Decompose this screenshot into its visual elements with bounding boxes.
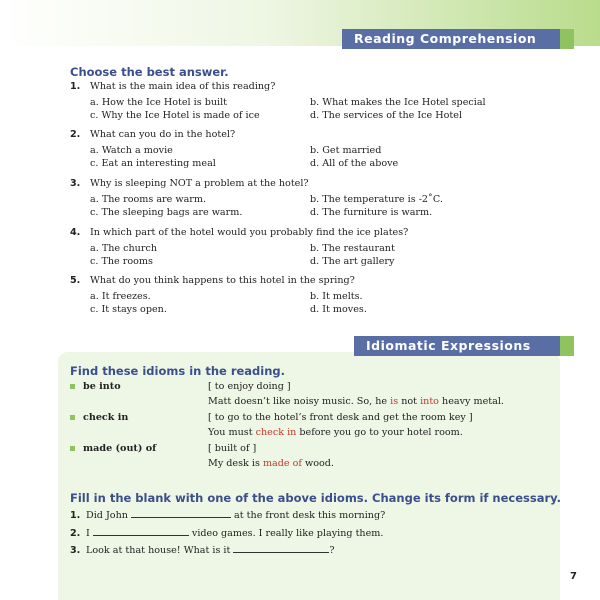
- bullet-icon: [70, 384, 75, 389]
- fill-text: Look at that house! What is it: [86, 545, 234, 556]
- question-text: What can you do in the hotel?: [90, 129, 236, 140]
- question-number: 3.: [70, 178, 81, 189]
- question-number: 4.: [70, 227, 81, 238]
- question-3: [70, 178, 550, 218]
- idiom-definition: [ to go to the hotel’s front desk and get the room key ]: [208, 412, 473, 423]
- option-d[interactable]: d. The furniture is warm.: [310, 207, 433, 218]
- fill-instruction: Fill in the blank with one of the above idioms. Change its form if necessary.: [70, 491, 561, 505]
- question-5: [70, 275, 550, 315]
- fill-text: at the front desk this morning?: [230, 510, 386, 521]
- option-d[interactable]: d. All of the above: [310, 158, 399, 169]
- example-text: Matt doesn’t like noisy music. So, he: [208, 396, 391, 407]
- banner-tab: [560, 29, 574, 49]
- fill-item-2: [70, 526, 383, 539]
- example-text: before you go to your hotel room.: [296, 427, 463, 438]
- fill-blank[interactable]: [233, 543, 329, 553]
- option-d[interactable]: d. The services of the Ice Hotel: [310, 110, 463, 121]
- option-b[interactable]: b. The restaurant: [310, 243, 395, 254]
- example-text: heavy metal.: [438, 396, 504, 407]
- example-text: not: [398, 396, 421, 407]
- example-highlight: made of: [262, 458, 302, 469]
- option-d[interactable]: d. The art gallery: [310, 256, 395, 267]
- question-2: [70, 129, 550, 169]
- question-text: Why is sleeping NOT a problem at the hotel?: [90, 178, 309, 189]
- fill-item-3: [70, 543, 335, 556]
- option-c[interactable]: c. The sleeping bags are warm.: [90, 207, 243, 218]
- option-b[interactable]: b. Get married: [310, 145, 382, 156]
- fill-text: ?: [329, 545, 335, 556]
- fill-number: 2.: [70, 528, 81, 539]
- idiom-example: [208, 396, 538, 407]
- question-number: 2.: [70, 129, 81, 140]
- idiom-term: check in: [83, 412, 129, 423]
- question-1: [70, 81, 550, 121]
- option-a[interactable]: a. Watch a movie: [90, 145, 173, 156]
- idiom-example: [208, 427, 538, 438]
- banner-tab: [560, 336, 574, 356]
- reading-instruction: Choose the best answer.: [70, 65, 229, 79]
- example-highlight: is: [390, 396, 399, 407]
- example-highlight: into: [420, 396, 439, 407]
- option-a[interactable]: a. It freezes.: [90, 291, 151, 302]
- fill-blank[interactable]: [131, 508, 231, 518]
- fill-item-1: [70, 508, 385, 521]
- fill-blank[interactable]: [93, 526, 189, 536]
- reading-comprehension-banner: Reading Comprehension: [342, 29, 562, 49]
- option-d[interactable]: d. It moves.: [310, 304, 367, 315]
- question-number: 5.: [70, 275, 81, 286]
- option-c[interactable]: c. It stays open.: [90, 304, 167, 315]
- option-b[interactable]: b. It melts.: [310, 291, 363, 302]
- question-text: What is the main idea of this reading?: [90, 81, 276, 92]
- idiom-definition: [ built of ]: [208, 443, 257, 454]
- option-c[interactable]: c. The rooms: [90, 256, 153, 267]
- option-a[interactable]: a. The rooms are warm.: [90, 194, 207, 205]
- idiomatic-expressions-banner: Idiomatic Expressions: [354, 336, 562, 356]
- fill-text: I: [86, 528, 93, 539]
- bullet-icon: [70, 446, 75, 451]
- option-c[interactable]: c. Why the Ice Hotel is made of ice: [90, 110, 260, 121]
- option-a[interactable]: a. The church: [90, 243, 157, 254]
- idioms-instruction: Find these idioms in the reading.: [70, 364, 286, 378]
- example-text: My desk is: [208, 458, 263, 469]
- idiom-term: made (out) of: [83, 443, 157, 454]
- option-b[interactable]: b. What makes the Ice Hotel special: [310, 97, 486, 108]
- fill-text: Did John: [86, 510, 131, 521]
- idiom-definition: [ to enjoy doing ]: [208, 381, 291, 392]
- question-text: In which part of the hotel would you probably find the ice plates?: [90, 227, 409, 238]
- option-b[interactable]: b. The temperature is -2˚C.: [310, 194, 443, 205]
- option-c[interactable]: c. Eat an interesting meal: [90, 158, 216, 169]
- example-highlight: check in: [255, 427, 297, 438]
- idiom-example: [208, 458, 538, 469]
- example-text: You must: [208, 427, 256, 438]
- option-a[interactable]: a. How the Ice Hotel is built: [90, 97, 228, 108]
- question-text: What do you think happens to this hotel in the spring?: [90, 275, 355, 286]
- page-number: 7: [570, 571, 577, 582]
- bullet-icon: [70, 415, 75, 420]
- idiom-term: be into: [83, 381, 121, 392]
- question-4: [70, 227, 550, 267]
- fill-text: video games. I really like playing them.: [188, 528, 384, 539]
- example-text: wood.: [301, 458, 334, 469]
- fill-number: 3.: [70, 545, 81, 556]
- fill-number: 1.: [70, 510, 81, 521]
- question-number: 1.: [70, 81, 81, 92]
